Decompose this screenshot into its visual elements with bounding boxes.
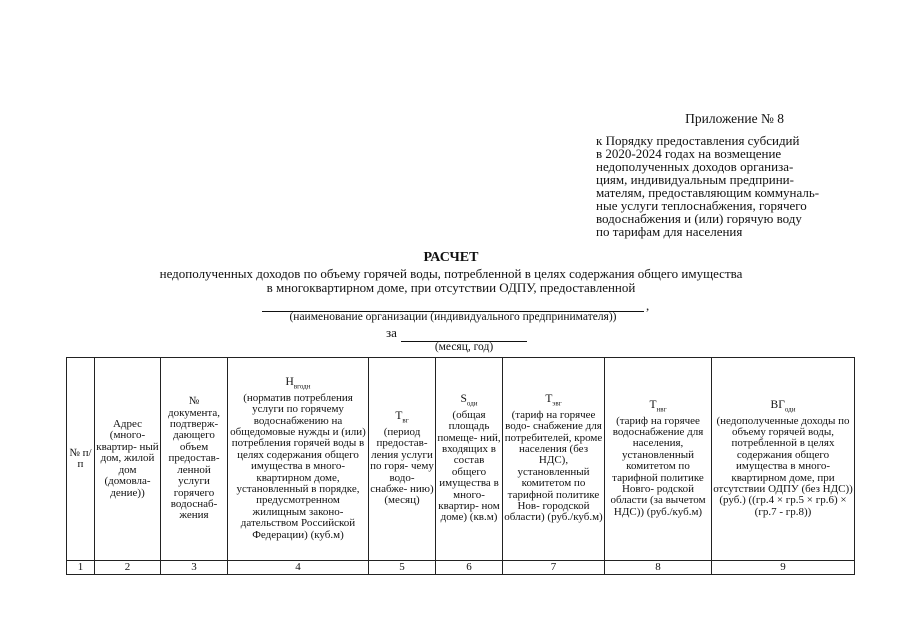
header-text: № документа, подтверж- дающего объем предостав- ленной услуги горячего водоснаб- жения [168,395,220,522]
symbol-subscript: эвг [552,399,562,408]
column-number: 4 [228,561,369,575]
annex-line: ные услуги теплоснабжения, горячего [596,198,807,213]
subtitle-line-2: в многоквартирном доме, при отсутствии ОДПУ, предоставленной [266,280,636,295]
subtitle-line-1: недополученных доходов по объему горячей воды, потребленной в целях содержания общего имущества [159,266,743,281]
header-symbol [504,394,603,410]
table-header-row [67,358,855,561]
symbol-letter: Т [649,398,657,411]
column-number: 5 [369,561,436,575]
header-symbol [370,411,434,427]
annex-line: в 2020-2024 годах на возмещение [596,146,782,161]
organization-comma: , [646,298,650,313]
annex-line: мателям, предоставляющим коммуналь- [596,185,820,200]
header-cell-row-number [67,358,95,561]
header-text: Адрес (много- квартир- ный дом, жилой дом (домовла- дение)) [96,418,159,499]
header-symbol [437,394,501,410]
header-cell-consumption-norm [228,358,369,561]
symbol-subscript: нвг [656,405,667,414]
column-number: 7 [503,561,605,575]
symbol-subscript: оди [466,399,478,408]
calculation-table [66,357,855,575]
column-number: 3 [161,561,228,575]
symbol-letter: S [460,393,467,406]
document-title: РАСЧЕТ [423,250,479,265]
organization-caption: (наименование организации (индивидуального предпринимателя)) [289,311,617,323]
column-number: 9 [712,561,855,575]
column-number-row [67,561,855,575]
header-cell-address [95,358,161,561]
header-cell-lost-income [712,358,855,561]
header-symbol [606,400,710,416]
header-text: (общая площадь помеще- ний, входящих в состав общего имущества в много- квартир- ном доме) (кв.м) [437,408,501,524]
header-symbol [229,377,367,393]
header-cell-economic-tariff [503,358,605,561]
header-cell-document-number [161,358,228,561]
column-number: 8 [605,561,712,575]
header-text: (норматив потребления услуги по горячему водоснабжению на общедомовые нужды и (или) потребления горячей воды в целях содержания общего имущества в много- квартирном доме, установленный в порядке, предусмотренном жилищным законо- дательством Российской Федерации) (куб.м) [230,391,366,541]
header-cell-service-period [369,358,436,561]
header-cell-common-area [436,358,503,561]
symbol-subscript: оди [784,405,796,414]
symbol-subscript: вг [402,416,409,425]
annex-line: по тарифам для населения [596,224,743,239]
column-number: 6 [436,561,503,575]
header-text: (тариф на горячее водо- снабжение для потребителей, кроме населения (без НДС), установленный комитетом по тарифной политике Нов- городской области) (руб./куб.м) [504,408,603,524]
document-subtitle [0,267,902,295]
period-caption: (месяц, год) [434,341,494,353]
symbol-letter: Н [285,376,294,388]
annex-line: водоснабжения и (или) горячую воду [596,211,802,226]
symbol-letter: Т [545,393,553,406]
symbol-letter: ВГ [770,398,785,411]
symbol-subscript: вгодн [293,382,311,391]
annex-line: к Порядку предоставления субсидий [596,133,800,148]
annex-line: циям, индивидуальным предприни- [596,172,794,187]
annex-block [596,112,856,238]
annex-title: Приложение № 8 [685,111,784,126]
column-number: 2 [95,561,161,575]
period-label: за [386,325,397,340]
header-text: (тариф на горячее водоснабжение для населения, установленный комитетом по тарифной политике Новго- родской области (за вычетом НДС)) (руб./куб.м) [610,414,706,518]
header-text: № п/п [69,446,92,470]
symbol-letter: Т [395,410,403,423]
column-number: 1 [67,561,95,575]
annex-line: недополученных доходов организа- [596,159,794,174]
header-text: (период предостав- ления услуги по горя- чему водо- снабже- нию) (месяц) [370,425,434,507]
header-text: (недополученные доходы по объему горячей воды, потребленной в целях содержания общего имущества в много- квартирном доме, при отсутствии ОДПУ (без НДС)) (руб.) ((гр.4 × гр.5 × гр.6) × (гр.7 - гр.8)) [713,414,853,518]
header-symbol [713,400,853,416]
header-cell-population-tariff [605,358,712,561]
